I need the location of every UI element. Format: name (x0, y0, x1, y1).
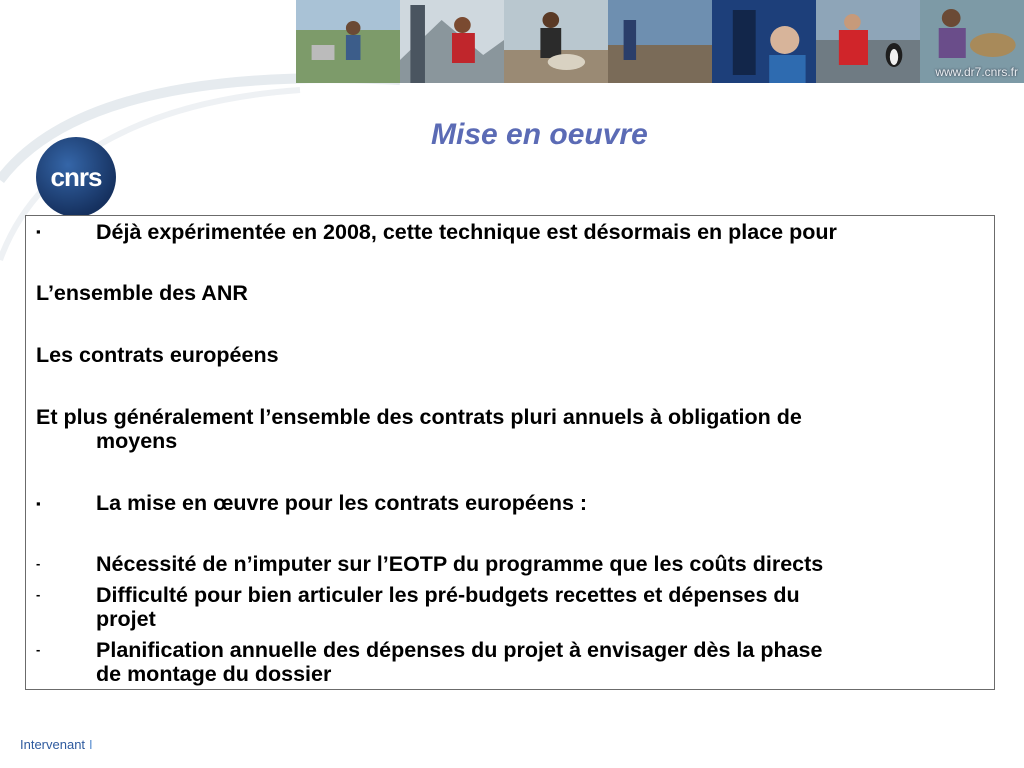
content-line: de montage du dossier (96, 662, 332, 686)
footer-label: Intervenant (20, 737, 86, 752)
geology-photo (608, 0, 712, 83)
mountain-sampling-photo (400, 0, 504, 83)
content-line: Nécessité de n’imputer sur l’EOTP du programme que les coûts directs (96, 552, 824, 576)
field-research-photo (296, 0, 400, 83)
bullet-marker: ▪ (36, 496, 41, 511)
lab-scientist-photo (504, 0, 608, 83)
dash-marker: - (36, 642, 41, 657)
banner-url: www.dr7.cnrs.fr (935, 65, 1018, 79)
content-line: Difficulté pour bien articuler les pré-budgets recettes et dépenses du (96, 583, 800, 607)
svg-text:cnrs: cnrs (50, 162, 102, 192)
penguin-research-photo (816, 0, 920, 83)
content-line: moyens (96, 429, 178, 453)
content-line: Déjà expérimentée en 2008, cette technique est désormais en place pour (96, 220, 837, 244)
footer (20, 737, 93, 752)
microscope-photo (712, 0, 816, 83)
content-line: L’ensemble des ANR (36, 281, 248, 305)
photo-banner (296, 0, 1024, 83)
cnrs-logo (35, 136, 117, 218)
dash-marker: - (36, 587, 41, 602)
bullet-marker: ▪ (36, 224, 41, 239)
dash-marker: - (36, 556, 41, 571)
content-line: projet (96, 607, 156, 631)
content-box (25, 215, 995, 690)
content-line: Et plus généralement l’ensemble des contrats pluri annuels à obligation de (36, 405, 802, 429)
content-line: La mise en œuvre pour les contrats européens : (96, 491, 588, 515)
content-line: Les contrats européens (36, 343, 279, 367)
slide-title: Mise en oeuvre (431, 118, 648, 151)
content-line: Planification annuelle des dépenses du projet à envisager dès la phase (96, 638, 823, 662)
footer-separator: I (89, 737, 93, 752)
